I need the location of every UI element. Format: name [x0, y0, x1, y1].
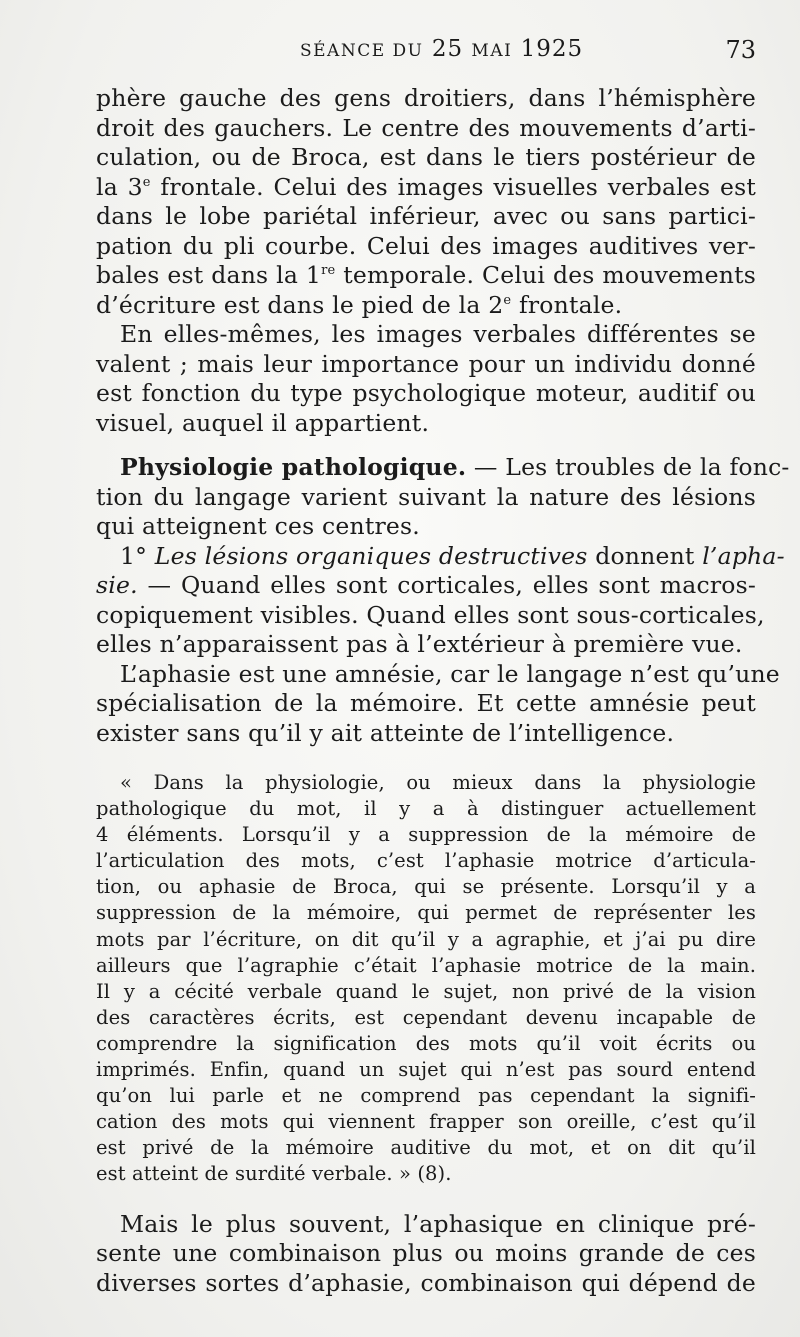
text-line: En elles-mêmes, les images verbales différentes se	[120, 320, 756, 348]
text-line: exister sans qu’il y ait atteinte de l’intelligence.	[96, 718, 675, 747]
paragraph	[96, 541, 785, 660]
quote-line: qu’on lui parle et ne comprend pas cependant la signifi-	[96, 1084, 756, 1108]
quote-line: l’articulation des mots, c’est l’aphasie motrice d’articula-	[96, 849, 756, 873]
text-line: elles n’apparaissent pas à l’extérieur à première vue.	[96, 630, 743, 658]
text-line: est fonction du type psychologique moteur, auditif ou	[96, 379, 756, 407]
quote-line: tion, ou aphasie de Broca, qui se présente. Lorsqu’il y a	[96, 875, 756, 899]
paragraph	[96, 453, 790, 542]
text-line: copiquement visibles. Quand elles sont sous-corticales,	[96, 600, 765, 629]
text-line: qui atteignent ces centres.	[96, 512, 420, 540]
text-line: droit des gauchers. Le centre des mouvements d’arti-	[96, 113, 756, 142]
quote-line: Il y a cécité verbale quand le sujet, non privé de la vision	[96, 979, 756, 1003]
quote-line: « Dans la physiologie, ou mieux dans la physiologie	[120, 771, 756, 794]
text-line: visuel, auquel il appartient.	[96, 408, 430, 437]
quote-line: est atteint de surdité verbale. » (8).	[96, 1162, 452, 1186]
page-body	[96, 84, 790, 1298]
text-line: dans le lobe pariétal inférieur, avec ou sans partici-	[96, 202, 756, 230]
text-line: tion du langage varient suivant la nature des lésions	[96, 482, 756, 511]
text-line: sente une combinaison plus ou moins grande de ces	[96, 1239, 756, 1267]
text-line: culation, ou de Broca, est dans le tiers postérieur de	[96, 143, 756, 171]
text-line: spécialisation de la mémoire. Et cette amnésie peut	[96, 689, 756, 717]
text-line: d’écriture est dans le pied de la 2e frontale.	[96, 290, 623, 319]
quote-line: 4 éléments. Lorsqu’il y a suppression de la mémoire de	[96, 823, 756, 847]
quote-line: pathologique du mot, il y a à distinguer actuellement	[96, 797, 756, 821]
text-line: L’aphasie est une amnésie, car le langage n’est qu’une	[120, 659, 780, 688]
page-number: 73	[725, 36, 756, 64]
paragraph	[96, 1210, 756, 1299]
text-line: la 3e frontale. Celui des images visuelles verbales est	[96, 172, 756, 201]
paragraph	[96, 320, 756, 438]
text-line: bales est dans la 1re temporale. Celui des mouvements	[96, 261, 756, 289]
quote-line: imprimés. Enfin, quand un sujet qui n’est pas sourd entend	[96, 1058, 756, 1082]
text-line: diverses sortes d’aphasie, combinaison qui dépend de	[96, 1268, 756, 1297]
text-line: 1° Les lésions organiques destructives donnent l’apha-	[120, 541, 785, 570]
text-line: Physiologie pathologique. — Les troubles de la fonc-	[120, 453, 790, 481]
running-header	[0, 36, 800, 70]
text-line: phère gauche des gens droitiers, dans l’hémisphère	[96, 84, 756, 112]
text-line: sie. — Quand elles sont corticales, elles sont macros-	[96, 571, 756, 599]
section-heading: Physiologie pathologique.	[120, 453, 467, 481]
quote-line: comprendre la signification des mots qu’il voit écrits ou	[96, 1031, 756, 1055]
quote-line: suppression de la mémoire, qui permet de représenter les	[96, 901, 756, 925]
quote-line: des caractères écrits, est cependant devenu incapable de	[96, 1005, 756, 1029]
quote-line: cation des mots qui viennent frapper son oreille, c’est qu’il	[96, 1110, 756, 1134]
quote-line: est privé de la mémoire auditive du mot, et on dit qu’il	[96, 1136, 756, 1160]
text-line: valent ; mais leur importance pour un individu donné	[96, 349, 756, 378]
text-line: pation du pli courbe. Celui des images auditives ver-	[96, 231, 756, 260]
paragraph	[96, 659, 780, 749]
block-quote	[96, 770, 756, 1188]
quote-line: mots par l’écriture, on dit qu’il y a agraphie, et j’ai pu dire	[96, 927, 756, 951]
quote-line: ailleurs que l’agraphie c’était l’aphasie motrice de la main.	[96, 953, 756, 977]
paragraph	[96, 84, 756, 320]
running-title: SÉANCE DU 25 MAI 1925	[300, 36, 584, 62]
text-line: Mais le plus souvent, l’aphasique en clinique pré-	[120, 1209, 756, 1238]
